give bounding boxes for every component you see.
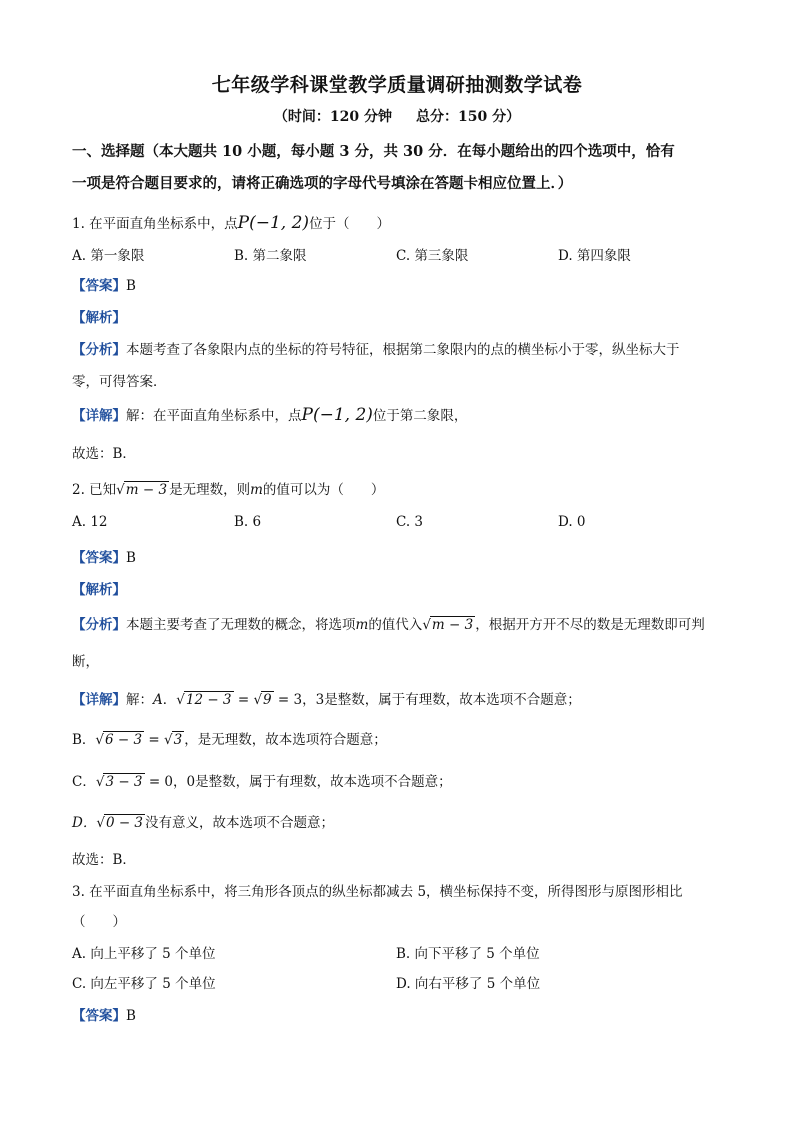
q3-option-c: C. 向左平移了 5 个单位 (72, 976, 216, 992)
q1-analysis-line-2: 零，可得答案． (72, 374, 167, 390)
q3-answer: 【答案】B (72, 1008, 136, 1024)
q2-radical: m − 3 (125, 482, 168, 498)
q3-stem-line-2: （ ） (72, 914, 126, 930)
exam-time: （时间：120 分钟 (273, 109, 392, 125)
q2-stem: 2. 已知√m − 3 是无理数，则m的值可以为（ ） (72, 482, 385, 498)
q3-option-b: B. 向下平移了 5 个单位 (396, 946, 540, 962)
q1-conclusion: 故选：B． (72, 446, 136, 462)
exam-total-score: 总分：150 分） (416, 109, 521, 125)
q3-option-a: A. 向上平移了 5 个单位 (72, 946, 216, 962)
section-heading-line-2: 一项是符合题目要求的，请将正确选项的字母代号填涂在答题卡相应位置上．） (72, 175, 573, 192)
q1-analysis-line-1: 【分析】本题考查了各象限内点的坐标的符号特征，根据第二象限内的点的横坐标小于零，纵坐标大于 (72, 342, 680, 358)
q2-conclusion: 故选：B． (72, 852, 136, 868)
q1-option-b: B. 第二象限 (234, 248, 307, 264)
q2-analysis-line-1: 【分析】本题主要考查了无理数的概念，将选项m的值代入√m − 3 ，根据开方开不尽的数是无理数即可判 (72, 617, 705, 633)
q1-jiexi: 【解析】 (72, 310, 126, 326)
exam-info (0, 106, 794, 126)
q2-option-b: B. 6 (234, 514, 262, 530)
q2-answer: 【答案】B (72, 550, 136, 566)
q1-option-c: C. 第三象限 (396, 248, 469, 264)
q2-detail-d: D．√0 − 3 没有意义，故本选项不合题意； (72, 815, 335, 831)
q2-detail-b: B．√6 − 3 = √3 ，是无理数，故本选项符合题意； (72, 732, 387, 748)
q2-option-c: C. 3 (396, 514, 424, 530)
q1-answer: 【答案】B (72, 278, 136, 294)
q1-option-d: D. 第四象限 (558, 248, 631, 264)
q2-analysis-line-2: 断， (72, 654, 99, 670)
q3-stem-line-1: 3. 在平面直角坐标系中，将三角形各顶点的纵坐标都减去 5，横坐标保持不变，所得图形与原图形相比 (72, 884, 683, 900)
section-heading-line-1: 一、选择题（本大题共 10 小题，每小题 3 分，共 30 分．在每小题给出的四个选项中，恰有 (72, 143, 675, 160)
q2-option-d: D. 0 (558, 514, 586, 530)
q1-detail: 【详解】解：在平面直角坐标系中，点P(−1, 2)位于第二象限， (72, 405, 468, 425)
q2-detail-c: C．√3 − 3 = 0，0是整数，属于有理数，故本选项不合题意； (72, 774, 452, 790)
q3-option-d: D. 向右平移了 5 个单位 (396, 976, 541, 992)
q2-option-a: A. 12 (72, 514, 108, 530)
q1-point: P(−1, 2) (237, 213, 310, 233)
q2-jiexi: 【解析】 (72, 582, 126, 598)
page-title: 七年级学科课堂教学质量调研抽测数学试卷 (211, 74, 583, 96)
q1-option-a: A. 第一象限 (72, 248, 145, 264)
q2-detail-a: 【详解】解：A．√12 − 3 = √9 = 3，3是整数，属于有理数，故本选项不合题意； (72, 692, 581, 708)
q1-stem: 1. 在平面直角坐标系中，点P(−1, 2)位于（ ） (72, 213, 391, 233)
